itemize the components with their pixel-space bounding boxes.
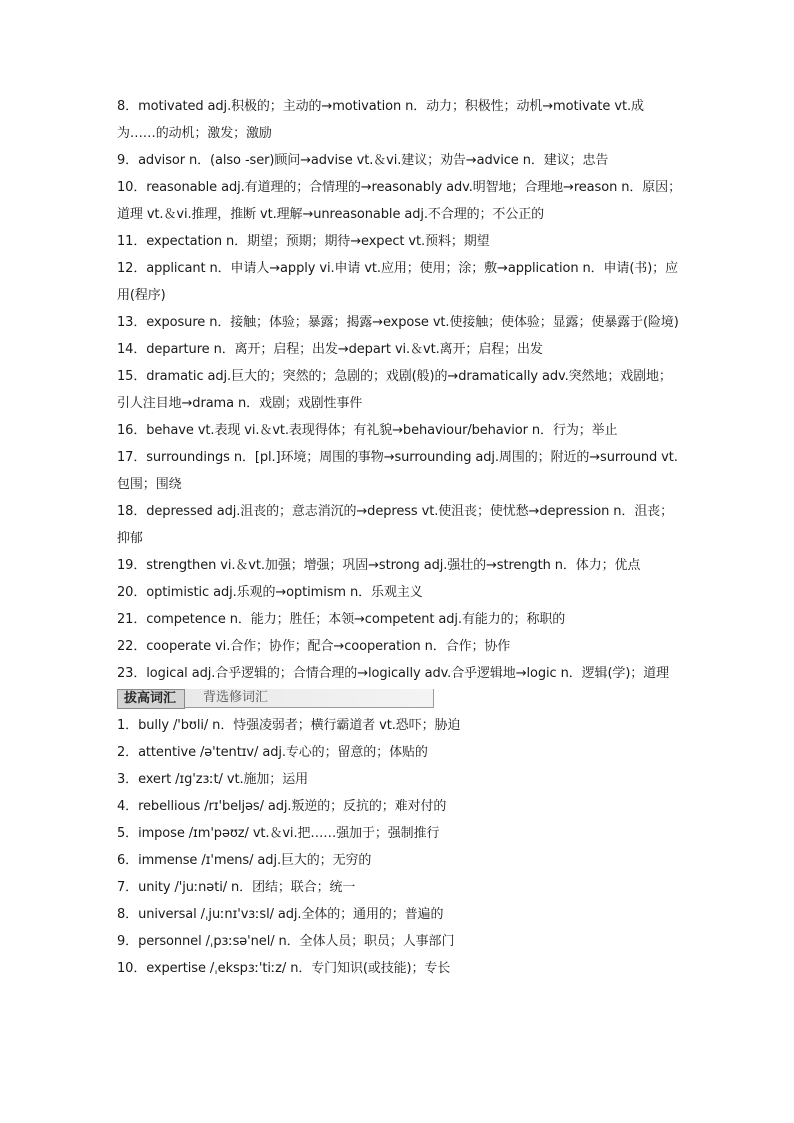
list-item: 3．exert /ɪg'zɜːt/ vt.施加；运用 [117,772,308,787]
section-header [117,689,434,708]
list-item: 14．departure n．离开；启程；出发→depart vi.＆vt.离开；启程；出发 [117,342,543,357]
list-item: 2．attentive /ə'tentɪv/ adj.专心的；留意的；体贴的 [117,745,428,760]
list-item: 11．expectation n．期望；预期；期待→expect vt.预料；期望 [117,234,490,249]
list-item: 20．optimistic adj.乐观的→optimism n．乐观主义 [117,585,423,600]
list-item: 5．impose /ɪm'pəʊz/ vt.＆vi.把……强加于；强制推行 [117,826,440,841]
section-subtitle: 背选修词汇 [203,690,269,705]
list-item: 21．competence n．能力；胜任；本领→competent adj.有能力的；称职的 [117,612,566,627]
list-item: 4．rebellious /rɪ'beljəs/ adj.叛逆的；反抗的；难对付的 [117,799,447,814]
list-item: 12．applicant n．申请人→apply vi.申请 vt.应用；使用；涂；敷→application n．申请(书)；应用(程序) [117,261,678,303]
list-item: 17．surroundings n．[pl.]环境；周围的事物→surrounding adj.周围的；附近的→surround vt.包围；围绕 [117,450,678,492]
list-item: 9．personnel /ˌpɜːsə'nel/ n．全体人员；职员；人事部门 [117,934,455,949]
list-item: 6．immense /ɪ'mens/ adj.巨大的；无穷的 [117,853,372,868]
list-item: 22．cooperate vi.合作；协作；配合→cooperation n．合作；协作 [117,639,511,654]
vocabulary-list [117,93,682,982]
list-item: 18．depressed adj.沮丧的；意志消沉的→depress vt.使沮丧；使忧愁→depression n．沮丧；抑郁 [117,504,674,546]
list-item: 10．expertise /ˌekspɜː'tiːz/ n．专门知识(或技能)；专长 [117,961,451,976]
list-item: 10．reasonable adj.有道理的；合情理的→reasonably adv.明智地；合理地→reason n．原因；道理 vt.＆vi.推理，推断 vt.理解→unreasonable adj.不合理的；不公正的 [117,180,681,222]
list-item: 15．dramatic adj.巨大的；突然的；急剧的；戏剧(般)的→dramatically adv.突然地；戏剧地；引人注目地→drama n．戏剧；戏剧性事件 [117,369,672,411]
list-item: 8．motivated adj.积极的；主动的→motivation n．动力；积极性；动机→motivate vt.成为……的动机；激发；激励 [117,99,644,141]
list-item: 16．behave vt.表现 vi.＆vt.表现得体；有礼貌→behaviour/behavior n．行为；举止 [117,423,618,438]
list-item: 23．logical adj.合乎逻辑的；合情合理的→logically adv.合乎逻辑地→logic n．逻辑(学)；道理 [117,666,669,681]
list-item: 8．universal /ˌjuːnɪ'vɜːsl/ adj.全体的；通用的；普遍的 [117,907,444,922]
list-item: 13．exposure n．接触；体验；暴露；揭露→expose vt.使接触；使体验；显露；使暴露于(险境) [117,315,679,330]
list-item: 7．unity /'juːnəti/ n．团结；联合；统一 [117,880,356,895]
list-item: 9．advisor n．(also -ser)顾问→advise vt.＆vi.建议；劝告→advice n．建议；忠告 [117,153,609,168]
list-item: 19．strengthen vi.＆vt.加强；增强；巩固→strong adj.强壮的→strength n．体力；优点 [117,558,641,573]
list-item: 1．bully /'bʊli/ n．恃强凌弱者；横行霸道者 vt.恐吓；胁迫 [117,718,461,733]
section-title: 拔高词汇 [117,689,185,709]
